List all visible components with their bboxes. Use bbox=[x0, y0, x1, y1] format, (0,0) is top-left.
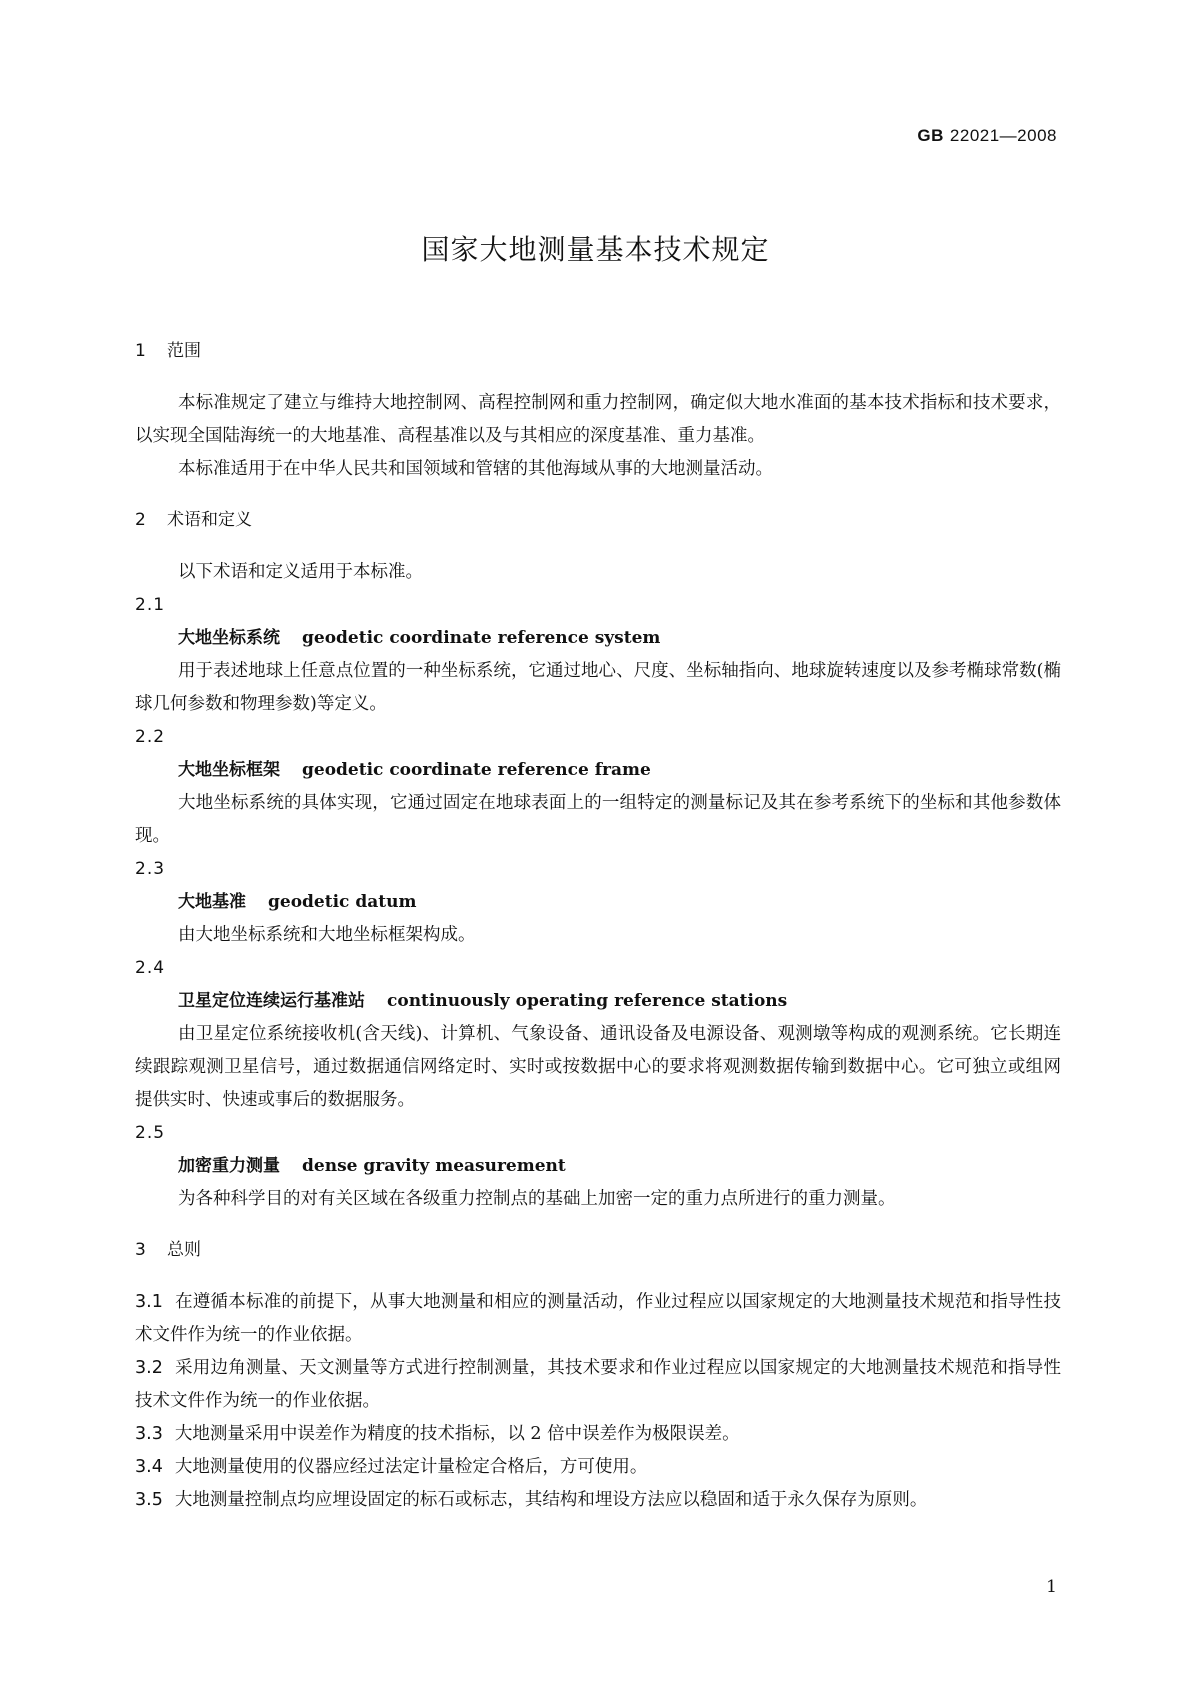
section-scope bbox=[135, 336, 1061, 486]
clause bbox=[135, 1286, 1061, 1352]
term-definition: 大地坐标系统的具体实现，它通过固定在地球表面上的一组特定的测量标记及其在参考系统下的坐标和其他参数体现。 bbox=[135, 793, 1061, 846]
section-number: 1 bbox=[135, 341, 146, 361]
clause-text: 大地测量使用的仪器应经过法定计量检定合格后，方可使用。 bbox=[174, 1457, 648, 1477]
term-name-en: dense gravity measurement bbox=[302, 1156, 566, 1176]
term-name-zh: 加密重力测量 bbox=[178, 1156, 280, 1176]
clause-number: 3.5 bbox=[135, 1490, 163, 1510]
term-entry bbox=[135, 1117, 1061, 1216]
section-terms bbox=[135, 505, 1061, 1216]
section-number: 2 bbox=[135, 510, 146, 530]
section-heading-scope bbox=[135, 336, 1061, 360]
term-definition: 为各种科学目的对有关区域在各级重力控制点的基础上加密一定的重力点所进行的重力测量。 bbox=[178, 1189, 896, 1209]
standard-code-prefix: GB bbox=[917, 126, 944, 145]
clause bbox=[135, 1418, 1061, 1451]
term-entry bbox=[135, 952, 1061, 1117]
term-name bbox=[135, 754, 1061, 787]
term-name-zh: 大地基准 bbox=[178, 892, 246, 912]
clause bbox=[135, 1451, 1061, 1484]
term-name bbox=[135, 985, 1061, 1018]
document-body bbox=[135, 336, 1061, 1536]
term-name-zh: 大地坐标框架 bbox=[178, 760, 280, 780]
term-name-en: geodetic coordinate reference frame bbox=[302, 760, 651, 780]
section-heading-terms bbox=[135, 505, 1061, 529]
scope-paragraph-2: 本标准适用于在中华人民共和国领域和管辖的其他海域从事的大地测量活动。 bbox=[178, 459, 773, 479]
section-heading-general bbox=[135, 1235, 1061, 1259]
clause-number: 3.3 bbox=[135, 1424, 163, 1444]
term-name-en: continuously operating reference stations bbox=[387, 991, 788, 1011]
term-name-zh: 大地坐标系统 bbox=[178, 628, 280, 648]
clause-text: 大地测量采用中误差作为精度的技术指标，以 2 倍中误差作为极限误差。 bbox=[174, 1424, 740, 1444]
term-name-en: geodetic coordinate reference system bbox=[302, 628, 661, 648]
clause-text: 大地测量控制点均应埋设固定的标石或标志，其结构和埋设方法应以稳固和适于永久保存为原则。 bbox=[174, 1490, 928, 1510]
term-definition: 由大地坐标系统和大地坐标框架构成。 bbox=[178, 925, 476, 945]
section-number: 3 bbox=[135, 1240, 146, 1260]
term-definition: 由卫星定位系统接收机(含天线)、计算机、气象设备、通讯设备及电源设备、观测墩等构成的观测系统。它长期连续跟踪观测卫星信号，通过数据通信网络定时、实时或按数据中心的要求将观测数据传输到数据中心。它可独立或组网提供实时、快速或事后的数据服务。 bbox=[135, 1024, 1061, 1110]
term-definition: 用于表述地球上任意点位置的一种坐标系统，它通过地心、尺度、坐标轴指向、地球旋转速度以及参考椭球常数(椭球几何参数和物理参数)等定义。 bbox=[135, 661, 1061, 714]
term-number: 2.4 bbox=[135, 958, 166, 978]
document-title: 国家大地测量基本技术规定 bbox=[421, 233, 770, 266]
clause-number: 3.4 bbox=[135, 1457, 163, 1477]
standard-code-number: 22021—2008 bbox=[949, 126, 1057, 145]
term-entry bbox=[135, 721, 1061, 853]
term-name-zh: 卫星定位连续运行基准站 bbox=[178, 991, 365, 1011]
term-name bbox=[135, 1150, 1061, 1183]
scope-paragraph-1: 本标准规定了建立与维持大地控制网、高程控制网和重力控制网，确定似大地水准面的基本技术指标和技术要求，以实现全国陆海统一的大地基准、高程基准以及与其相应的深度基准、重力基准。 bbox=[135, 393, 1061, 446]
term-number: 2.1 bbox=[135, 595, 166, 615]
term-name bbox=[135, 886, 1061, 919]
term-name-en: geodetic datum bbox=[268, 892, 417, 912]
clause-text: 在遵循本标准的前提下，从事大地测量和相应的测量活动，作业过程应以国家规定的大地测量技术规范和指导性技术文件作为统一的作业依据。 bbox=[135, 1292, 1061, 1345]
section-title: 总则 bbox=[167, 1240, 201, 1260]
term-number: 2.3 bbox=[135, 859, 166, 879]
page-number: 1 bbox=[1046, 1577, 1057, 1597]
section-title: 范围 bbox=[167, 341, 201, 361]
section-title: 术语和定义 bbox=[167, 510, 252, 530]
terms-intro: 以下术语和定义适用于本标准。 bbox=[178, 562, 423, 582]
term-name bbox=[135, 622, 1061, 655]
term-entry bbox=[135, 853, 1061, 952]
section-general bbox=[135, 1235, 1061, 1517]
term-number: 2.5 bbox=[135, 1123, 166, 1143]
term-entry bbox=[135, 589, 1061, 721]
clause-number: 3.1 bbox=[135, 1292, 163, 1312]
clause-text: 采用边角测量、天文测量等方式进行控制测量，其技术要求和作业过程应以国家规定的大地测量技术规范和指导性技术文件作为统一的作业依据。 bbox=[135, 1358, 1061, 1411]
term-number: 2.2 bbox=[135, 727, 166, 747]
standard-code bbox=[917, 126, 1057, 146]
clause-number: 3.2 bbox=[135, 1358, 163, 1378]
clause bbox=[135, 1484, 1061, 1517]
clause bbox=[135, 1352, 1061, 1418]
